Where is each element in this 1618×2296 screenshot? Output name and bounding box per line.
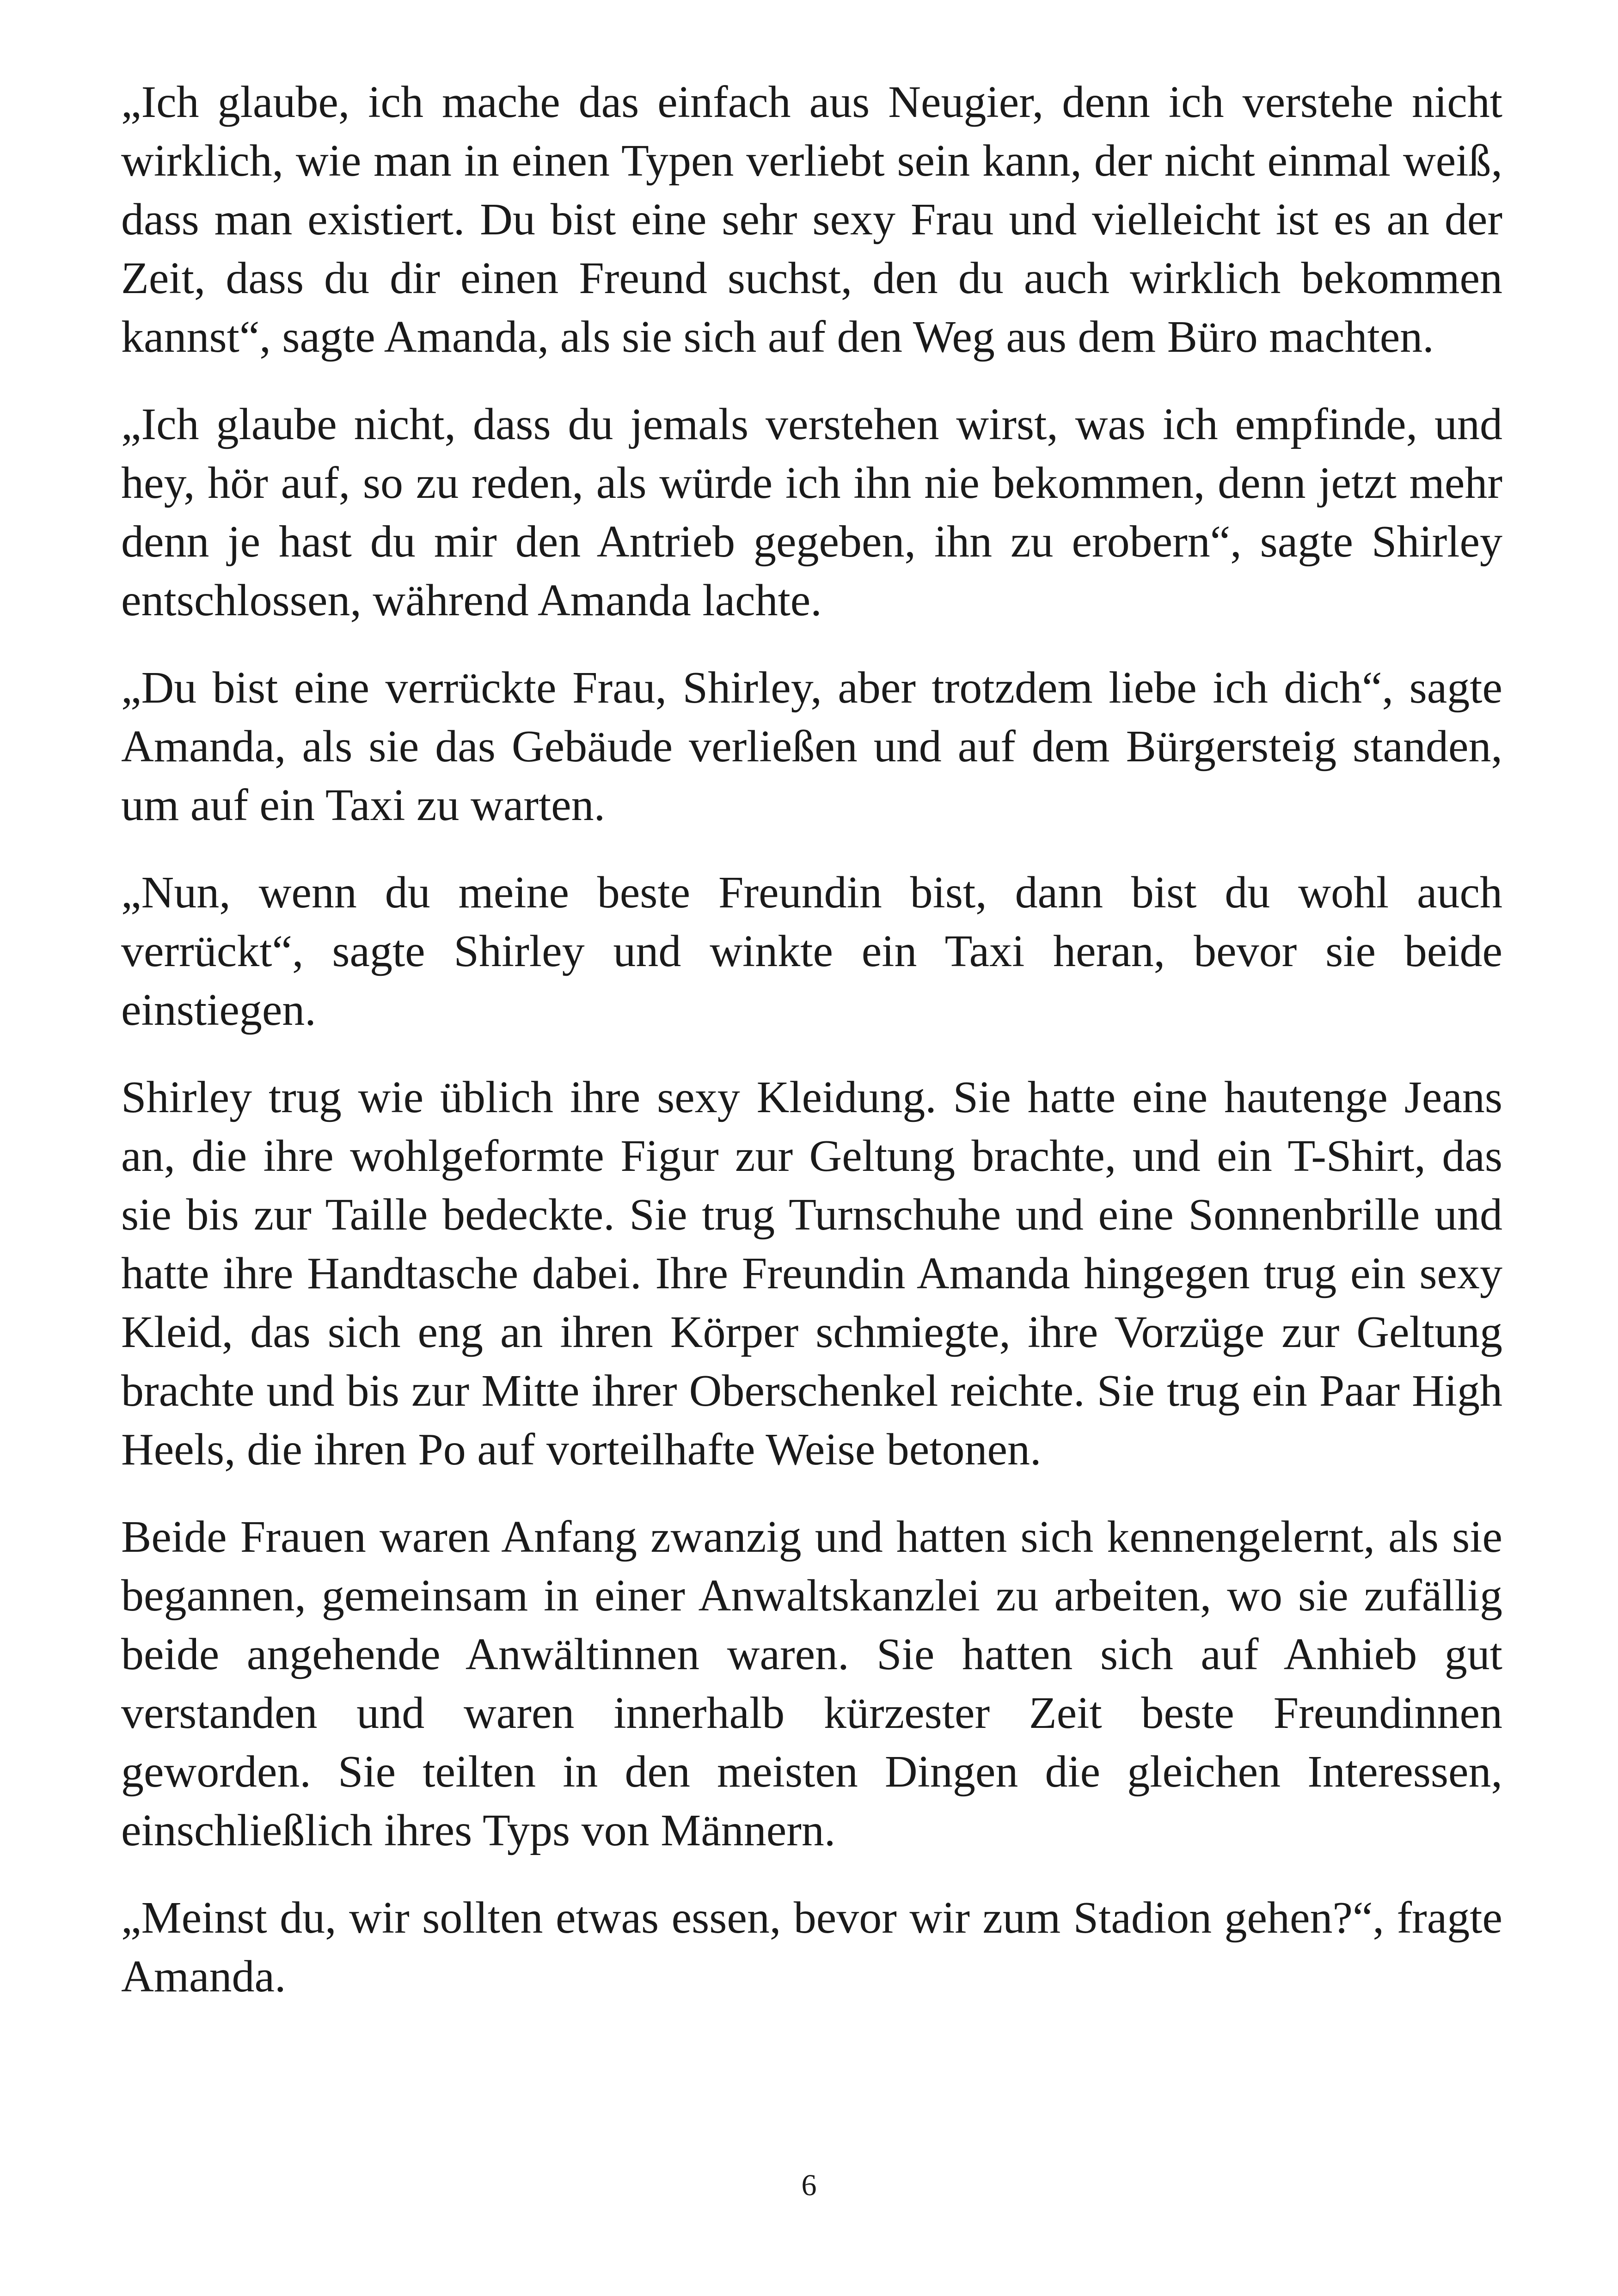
paragraph-6: Beide Frauen waren Anfang zwanzig und hatten sich kennengelernt, als sie begannen, gemeinsam in einer Anwaltskanzlei zu arbeiten, wo sie zufällig beide angehende Anwältinnen waren. Sie hatten sich auf Anhieb gut verstanden und waren innerhalb kürzester Zeit beste Freundinnen geworden. Sie teilten in den meisten Dingen die gleichen Interessen, einschließlich ihres Typs von Männern.	[121, 1512, 1502, 1855]
paragraph-4: „Nun, wenn du meine beste Freundin bist, dann bist du wohl auch verrückt“, sagte Shirley und winkte ein Taxi heran, bevor sie beide einstiegen.	[121, 868, 1502, 1035]
paragraph-5: Shirley trug wie üblich ihre sexy Kleidung. Sie hatte eine hautenge Jeans an, die ihre wohlgeformte Figur zur Geltung brachte, und ein T-Shirt, das sie bis zur Taille bedeckte. Sie trug Turnschuhe und eine Sonnenbrille und hatte ihre Handtasche dabei. Ihre Freundin Amanda hingegen trug ein sexy Kleid, das sich eng an ihren Körper schmiegte, ihre Vorzüge zur Geltung brachte und bis zur Mitte ihrer Oberschenkel reichte. Sie trug ein Paar High Heels, die ihren Po auf vorteilhafte Weise betonen.	[121, 1072, 1502, 1475]
paragraph-3: „Du bist eine verrückte Frau, Shirley, aber trotzdem liebe ich dich“, sagte Amanda, als sie das Gebäude verließen und auf dem Bürgersteig standen, um auf ein Taxi zu warten.	[121, 663, 1502, 830]
paragraph-1: „Ich glaube, ich mache das einfach aus Neugier, denn ich verstehe nicht wirklich, wie man in einen Typen verliebt sein kann, der nicht einmal weiß, dass man existiert. Du bist eine sehr sexy Frau und vielleicht ist es an der Zeit, dass du dir einen Freund suchst, den du auch wirklich bekommen kannst“, sagte Amanda, als sie sich auf den Weg aus dem Büro machten.	[121, 77, 1502, 362]
paragraph-2: „Ich glaube nicht, dass du jemals verstehen wirst, was ich empfinde, und hey, hör auf, so zu reden, als würde ich ihn nie bekommen, denn jetzt mehr denn je hast du mir den Antrieb gegeben, ihn zu erobern“, sagte Shirley entschlossen, während Amanda lachte.	[121, 399, 1502, 625]
page-number: 6	[801, 2168, 817, 2202]
paragraph-7: „Meinst du, wir sollten etwas essen, bevor wir zum Stadion gehen?“, fragte Amanda.	[121, 1893, 1502, 2002]
body-text	[121, 73, 1502, 2006]
